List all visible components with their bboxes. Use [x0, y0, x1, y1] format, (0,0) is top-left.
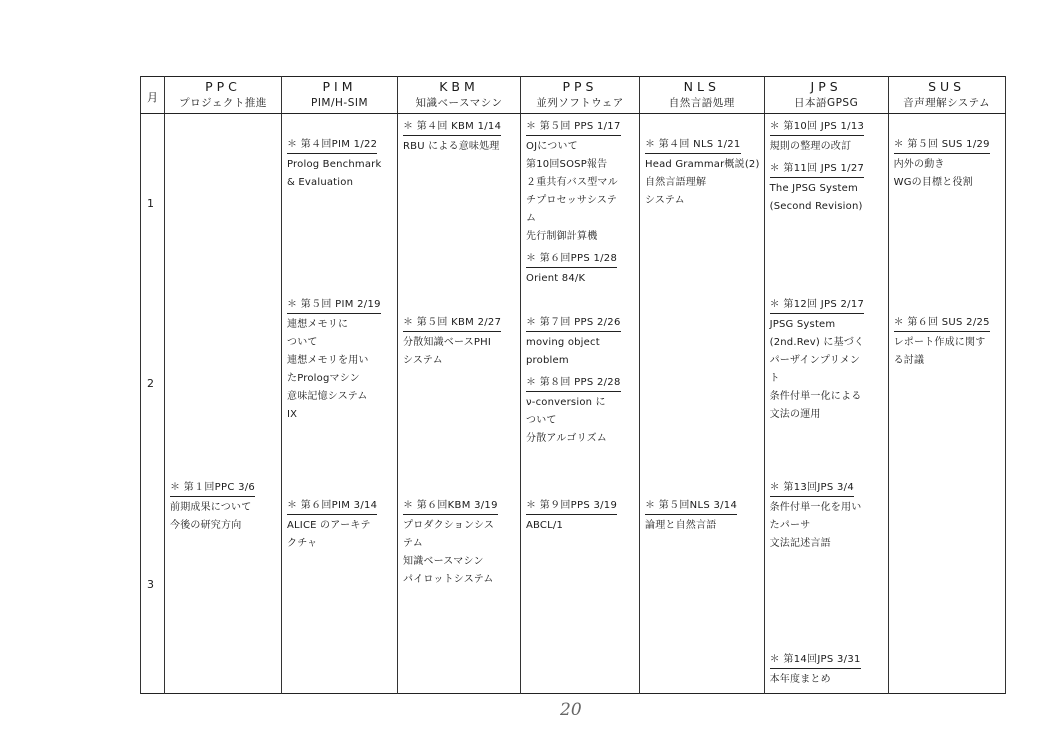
schedule-cell	[764, 475, 888, 694]
column-header-nls	[640, 77, 765, 114]
meeting-title: ＊ 第12回 JPS 2/17	[770, 298, 865, 314]
month-cell: 2	[141, 292, 165, 475]
schedule-cell	[888, 114, 1005, 293]
schedule-cell	[282, 114, 398, 293]
meeting-title: ＊ 第４回 NLS 1/21	[645, 138, 741, 154]
meeting-title: ＊ 第４回PIM 1/22	[287, 138, 377, 154]
column-header-pim	[282, 77, 398, 114]
column-header-jps	[764, 77, 888, 114]
meeting-topic: プロダクションシス	[403, 520, 495, 531]
meeting-title: ＊ 第５回 PIM 2/19	[287, 298, 381, 314]
meeting-topic: The JPSG System	[769, 183, 858, 194]
meeting-topic: 第10回SOSP報告	[526, 159, 608, 170]
schedule-cell	[640, 114, 765, 293]
meeting-title: ＊ 第１回PPC 3/6	[170, 481, 255, 497]
schedule-cell	[398, 292, 521, 475]
column-name: プロジェクト推進	[179, 97, 267, 109]
meeting-topic: 分散知識ベースPHI	[403, 337, 491, 348]
meeting-entry	[765, 114, 888, 156]
schedule-table	[140, 76, 1006, 694]
column-header-pps	[521, 77, 640, 114]
meeting-topic: problem	[526, 355, 569, 366]
meeting-title: ＊ 第５回 SUS 1/29	[894, 138, 990, 154]
month-header-label: 月	[147, 90, 158, 104]
column-code: PPC	[205, 79, 241, 94]
meeting-entry	[765, 156, 888, 216]
meeting-topic: ２重共有バス型マル	[526, 177, 618, 188]
meeting-topic: ν-conversion に	[526, 397, 606, 408]
column-name: 日本語GPSG	[793, 97, 859, 109]
meeting-title: ＊ 第９回PPS 3/19	[526, 499, 617, 515]
meeting-topic: ついて	[287, 337, 318, 348]
meeting-topic: パーザインプリメン	[769, 355, 861, 366]
meeting-title: ＊ 第６回KBM 3/19	[403, 499, 498, 515]
meeting-topic: 内外の動き	[893, 159, 945, 170]
meeting-topic: Orient 84/K	[526, 273, 586, 284]
schedule-cell	[521, 114, 640, 293]
meeting-topic: ALICE のアーキテ	[287, 520, 371, 531]
meeting-topic: 知識ベースマシン	[403, 556, 484, 567]
meeting-topic: 条件付単一化を用い	[769, 502, 862, 513]
meeting-topic: 規則の整理の改訂	[769, 141, 852, 152]
meeting-entry	[765, 292, 888, 424]
month-cell: 1	[141, 114, 165, 293]
column-header-kbm	[398, 77, 521, 114]
meeting-entry	[765, 647, 888, 689]
meeting-topic: IX	[287, 409, 298, 420]
month-row	[141, 114, 1006, 293]
column-name: 自然言語処理	[668, 97, 735, 109]
schedule-cell	[282, 475, 398, 694]
column-name: 並列ソフトウェア	[536, 97, 624, 109]
meeting-topic: パイロットシステム	[403, 574, 494, 585]
meeting-topic: 前期成果について	[170, 502, 252, 513]
meeting-topic: システム	[645, 195, 685, 206]
schedule-cell	[521, 292, 640, 475]
meeting-topic: 本年度まとめ	[769, 674, 831, 685]
column-code: SUS	[928, 79, 966, 94]
header-row	[141, 77, 1006, 114]
meeting-topic: る討議	[893, 355, 925, 366]
column-name: PIM/H-SIM	[310, 97, 369, 109]
page-number: 20	[560, 700, 582, 720]
meeting-topic: たPrologマシン	[287, 373, 360, 384]
meeting-topic: (Second Revision)	[769, 201, 863, 212]
meeting-title: ＊ 第５回 PPS 1/17	[526, 120, 621, 136]
column-code: JPS	[810, 79, 842, 94]
meeting-topic: moving object	[526, 337, 600, 348]
meeting-topic: クチャ	[287, 538, 318, 549]
schedule-cell	[398, 475, 521, 694]
schedule-cell	[888, 292, 1005, 475]
meeting-topic: OJについて	[526, 141, 578, 152]
meeting-entry	[398, 310, 520, 370]
schedule-cell	[764, 114, 888, 293]
meeting-entry	[165, 475, 281, 535]
meeting-entry	[640, 132, 764, 210]
meeting-topic: Prolog Benchmark	[287, 159, 382, 170]
column-name: 知識ベースマシン	[415, 97, 503, 109]
schedule-cell	[165, 292, 282, 475]
meeting-topic: ム	[526, 213, 537, 224]
column-name: 音声理解システム	[903, 97, 991, 109]
meeting-topic: テム	[403, 538, 423, 549]
schedule-cell	[888, 475, 1005, 694]
meeting-entry	[521, 493, 639, 535]
meeting-topic: システム	[403, 355, 443, 366]
meeting-topic: Head Grammar概説(2)	[645, 159, 760, 170]
meeting-topic: 文法記述言語	[769, 538, 831, 549]
meeting-title: ＊ 第６回PPS 1/28	[526, 252, 617, 268]
month-row	[141, 292, 1006, 475]
meeting-topic: チプロセッサシステ	[526, 195, 618, 206]
meeting-entry	[889, 132, 1005, 192]
schedule-cell	[398, 114, 521, 293]
meeting-topic: 連想メモリを用い	[287, 355, 369, 366]
meeting-entry	[765, 475, 888, 553]
meeting-topic: WGの目標と役割	[893, 177, 973, 188]
meeting-topic: 連想メモリに	[287, 319, 349, 330]
schedule-body	[141, 114, 1006, 694]
column-header-ppc	[165, 77, 282, 114]
meeting-topic: たパーサ	[769, 520, 811, 531]
meeting-entry	[521, 310, 639, 370]
meeting-topic: 論理と自然言語	[645, 520, 717, 531]
meeting-topic: ト	[769, 373, 780, 384]
schedule-cell	[640, 292, 765, 475]
schedule-cell	[282, 292, 398, 475]
meeting-topic: JPSG System	[769, 319, 836, 330]
schedule-cell	[764, 292, 888, 475]
meeting-topic: レポート作成に関す	[893, 337, 986, 348]
schedule-cell	[165, 475, 282, 694]
meeting-title: ＊ 第５回NLS 3/14	[645, 499, 737, 515]
meeting-title: ＊ 第13回JPS 3/4	[770, 481, 854, 497]
meeting-title: ＊ 第４回 KBM 1/14	[403, 120, 501, 136]
meeting-title: ＊ 第10回 JPS 1/13	[770, 120, 865, 136]
meeting-topic: 文法の運用	[769, 409, 821, 420]
meeting-topic: 今後の研究方向	[170, 520, 242, 531]
month-cell: 3	[141, 475, 165, 694]
meeting-title: ＊ 第14回JPS 3/31	[770, 653, 861, 669]
meeting-entry	[521, 114, 639, 246]
meeting-title: ＊ 第８回 PPS 2/28	[526, 376, 621, 392]
column-code: KBM	[439, 79, 479, 94]
meeting-topic: ついて	[526, 415, 557, 426]
meeting-entry	[521, 246, 639, 288]
month-row	[141, 475, 1006, 694]
meeting-title: ＊ 第６回 SUS 2/25	[894, 316, 990, 332]
meeting-entry	[640, 493, 764, 535]
meeting-entry	[398, 114, 520, 156]
meeting-entry	[282, 132, 397, 192]
meeting-topic: RBU による意味処理	[403, 141, 500, 152]
column-code: PPS	[562, 79, 598, 94]
meeting-topic: 意味記憶システム	[287, 391, 368, 402]
schedule-cell	[165, 114, 282, 293]
meeting-topic: ABCL/1	[526, 520, 564, 531]
meeting-entry	[889, 310, 1005, 370]
meeting-topic: 自然言語理解	[645, 177, 707, 188]
column-header-sus	[888, 77, 1005, 114]
meeting-title: ＊ 第６回PIM 3/14	[287, 499, 377, 515]
schedule-cell	[640, 475, 765, 694]
meeting-entry	[398, 493, 520, 589]
column-code: NLS	[683, 79, 720, 94]
meeting-entry	[282, 493, 397, 553]
meeting-entry	[282, 292, 397, 424]
meeting-topic: (2nd.Rev) に基づく	[769, 337, 865, 348]
schedule-cell	[521, 475, 640, 694]
column-code: PIM	[322, 79, 357, 94]
meeting-title: ＊ 第５回 KBM 2/27	[403, 316, 501, 332]
meeting-title: ＊ 第７回 PPS 2/26	[526, 316, 621, 332]
meeting-topic: 分散アルゴリズム	[526, 433, 607, 444]
meeting-entry	[521, 370, 639, 448]
meeting-topic: 条件付単一化による	[769, 391, 862, 402]
meeting-topic: & Evaluation	[287, 177, 354, 188]
meeting-topic: 先行制御計算機	[526, 231, 598, 242]
meeting-title: ＊ 第11回 JPS 1/27	[770, 162, 865, 178]
month-header	[141, 77, 165, 114]
